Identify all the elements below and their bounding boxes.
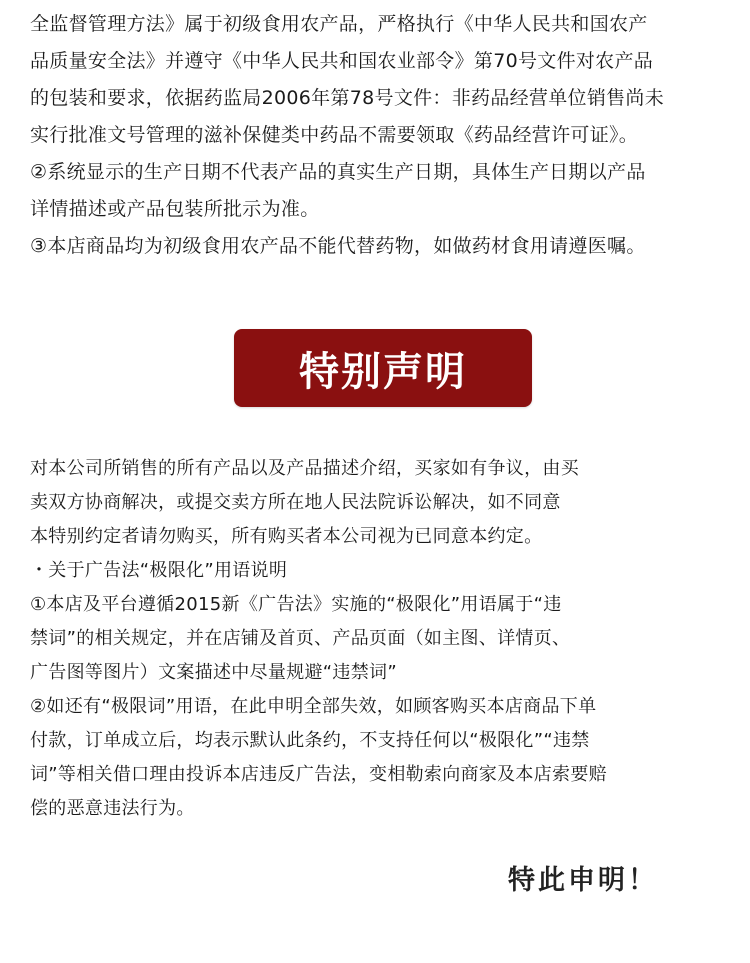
text-line: ①本店及平台遵循2015新《广告法》实施的“极限化”用语属于“违 (30, 594, 562, 615)
top-paragraph (30, 6, 730, 265)
text-line: 实行批准文号管理的滋补保健类中药品不需要领取《药品经营许可证》。 (30, 124, 639, 146)
text-line: ②系统显示的生产日期不代表产品的真实生产日期，具体生产日期以产品 (30, 161, 646, 183)
closing-declaration: 特此申明！ (508, 865, 658, 896)
text-line: 词”等相关借口理由投诉本店违反广告法，变相勒索向商家及本店索要赔 (30, 764, 607, 785)
text-line: 对本公司所销售的所有产品以及产品描述介绍，买家如有争议，由买 (30, 458, 579, 479)
text-line: 的包装和要求，依据药监局2006年第78号文件：非药品经营单位销售尚未 (30, 87, 665, 109)
text-line: 全监督管理方法》属于初级食用农产品，严格执行《中华人民共和国农产 (30, 13, 648, 35)
text-line: 付款，订单成立后，均表示默认此条约，不支持任何以“极限化”“违禁 (30, 730, 590, 751)
text-line: 详情描述或产品包装所批示为准。 (30, 198, 320, 220)
text-line: 品质量安全法》并遵守《中华人民共和国农业部令》第70号文件对农产品 (30, 50, 654, 72)
text-line: ・关于广告法“极限化”用语说明 (30, 560, 288, 581)
text-line: 本特别约定者请勿购买，所有购买者本公司视为已同意本约定。 (30, 526, 543, 547)
text-line: ③本店商品均为初级食用农产品不能代替药物，如做药材食用请遵医嘱。 (30, 235, 646, 257)
special-statement-banner (234, 329, 532, 407)
text-line: 广告图等图片）文案描述中尽量规避“违禁词” (30, 662, 397, 683)
statement-paragraph (30, 452, 730, 826)
text-line: 禁词”的相关规定，并在店铺及首页、产品页面（如主图、详情页、 (30, 628, 571, 649)
text-line: 卖双方协商解决，或提交卖方所在地人民法院诉讼解决，如不同意 (30, 492, 561, 513)
banner-title: 特别声明 (299, 347, 467, 395)
text-line: 偿的恶意违法行为。 (30, 798, 195, 819)
text-line: ②如还有“极限词”用语，在此申明全部失效，如顾客购买本店商品下单 (30, 696, 597, 717)
